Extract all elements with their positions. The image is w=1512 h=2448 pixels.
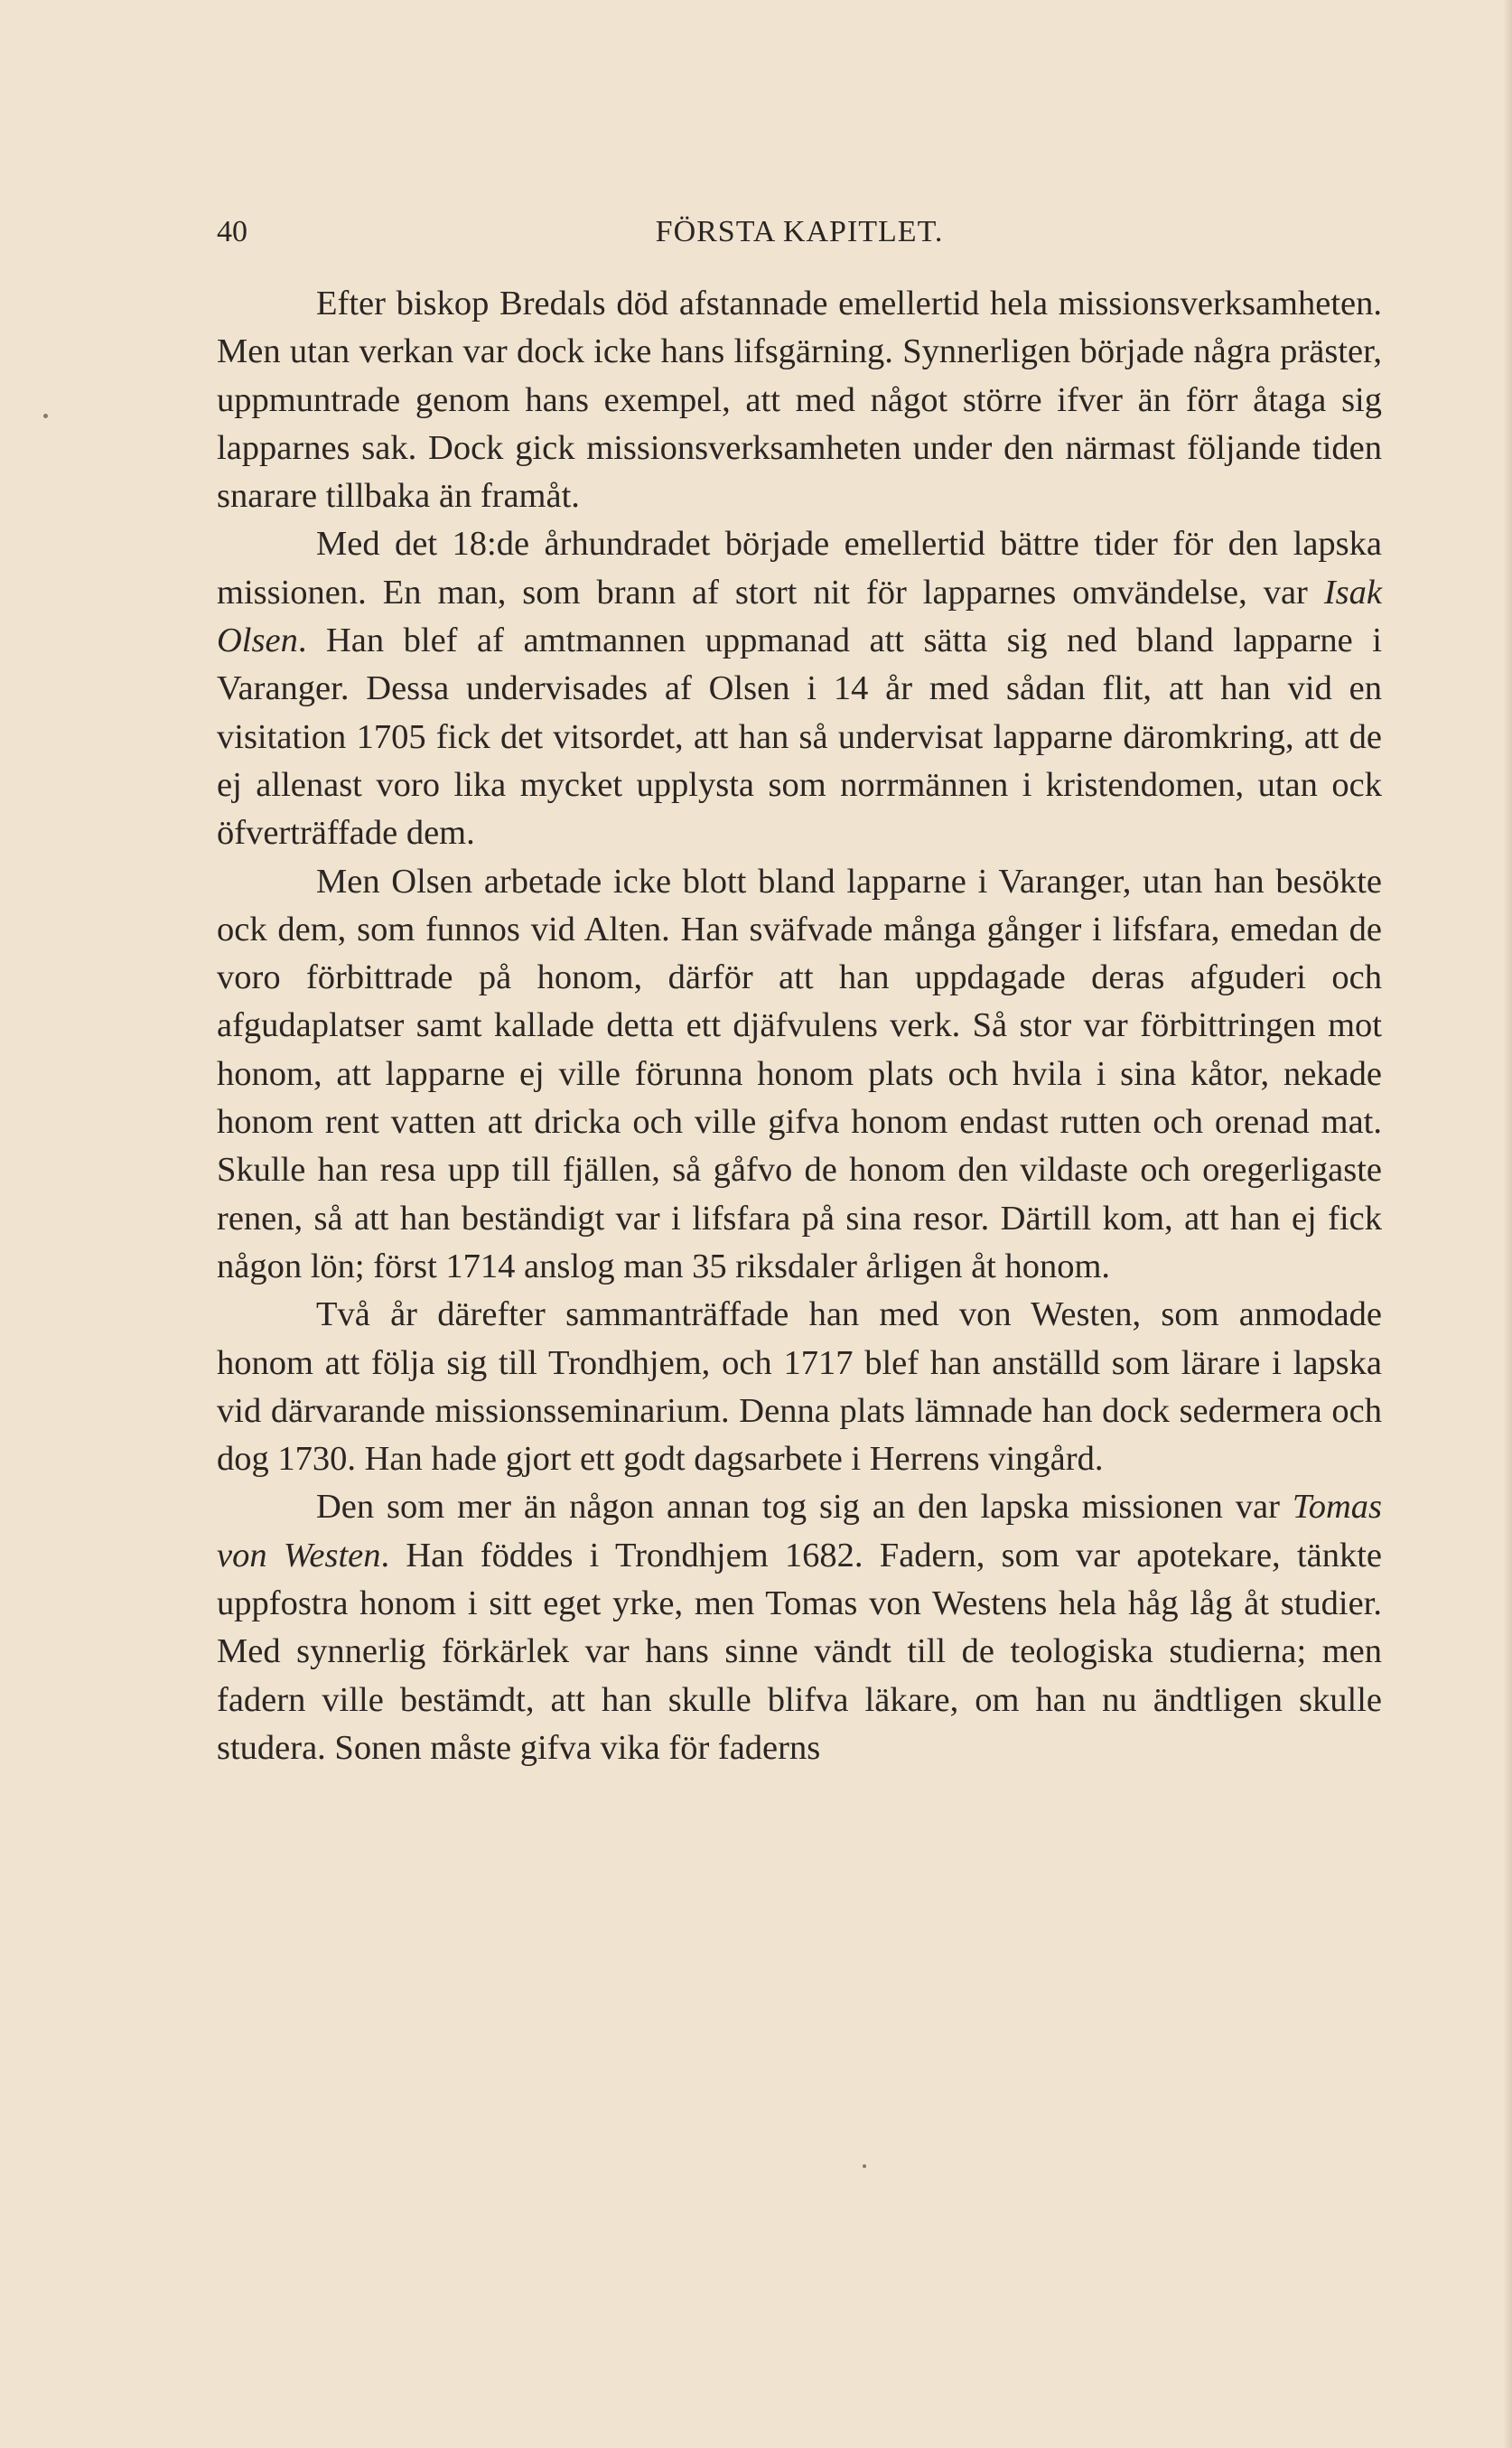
page-number: 40: [217, 215, 247, 248]
running-head: FÖRSTA KAPITLET.: [655, 215, 944, 248]
paragraph-4: Två år därefter sammanträffade han med von Westen, som anmodade honom att följa sig till Trondhjem, och 1717 blef han anställd som lärare i lapska vid därvarande missionsseminarium. Denna plats lämnade han dock sedermera och dog 1730. Han hade gjort ett godt dagsarbete i Herrens vingård.: [217, 1295, 1382, 1479]
person-name-tomas-von-westen: Tomas von Westen: [217, 1488, 1382, 1574]
paper-speck: [43, 414, 48, 418]
paragraph-1: Efter biskop Bredals död afstannade emellertid hela missionsverksamheten. Men utan verkan var dock icke hans lifsgärning. Synnerligen började några präster, uppmuntrade genom hans exempel, att med något större ifver än förr åtaga sig lapparnes sak. Dock gick missionsverksamheten under den närmast följande tiden snarare tillbaka än framåt.: [217, 285, 1382, 516]
body-text: [217, 280, 1382, 1772]
page-header: [217, 215, 1382, 258]
paragraph-5-text: Den som mer än någon annan tog sig an den lapska missionen var: [316, 1488, 1293, 1527]
paragraph-3: Men Olsen arbetade icke blott bland lapparne i Varanger, utan han besökte ock dem, som funnos vid Alten. Han sväfvade många gånger i lifsfara, emedan de voro förbittrade på honom, därför att han uppdagade deras afguderi och afgudaplatser samt kallade detta ett djäfvulens verk. Så stor var förbittringen mot honom, att lapparne ej ville förunna honom plats och hvila i sina kåtor, nekade honom rent vatten att dricka och ville gifva honom endast rutten och orenad mat. Skulle han resa upp till fjällen, så gåfvo de honom den vildaste och oregerligaste renen, så att han beständigt var i lifsfara på sina resor. Därtill kom, att han ej fick någon lön; först 1714 anslog man 35 riksdaler årligen åt honom.: [217, 862, 1382, 1285]
paragraph-2-text-cont: . Han blef af amtmannen uppmanad att sätta sig ned bland lapparne i Varanger. Dessa undervisades af Olsen i 14 år med sådan flit, att han vid en visitation 1705 fick det vitsordet, att han så undervisat lapparne däromkring, att de ej allenast voro lika mycket upplysta som norrmännen i kristendomen, utan ock öfverträffade dem.: [217, 621, 1382, 853]
paragraph-5: [217, 1483, 1382, 1772]
paragraph-2: [217, 520, 1382, 857]
paragraph-2-text: Med det 18:de århundradet började emellertid bättre tider för den lapska missionen. En man, som brann af stort nit för lapparnes omvändelse, var: [217, 525, 1382, 612]
paragraph-5-text-cont: . Han föddes i Trondhjem 1682. Fadern, som var apotekare, tänkte uppfostra honom i sitt eget yrke, men Tomas von Westens hela håg låg åt studier. Med synnerlig förkärlek var hans sinne vändt till de teologiska studierna; men fadern ville bestämdt, att han skulle blifva läkare, om han nu ändtligen skulle studera. Sonen måste gifva vika för faderns: [217, 1536, 1383, 1767]
paper-speck: [863, 2164, 866, 2168]
person-name-isak-olsen: Isak Olsen: [217, 573, 1382, 660]
